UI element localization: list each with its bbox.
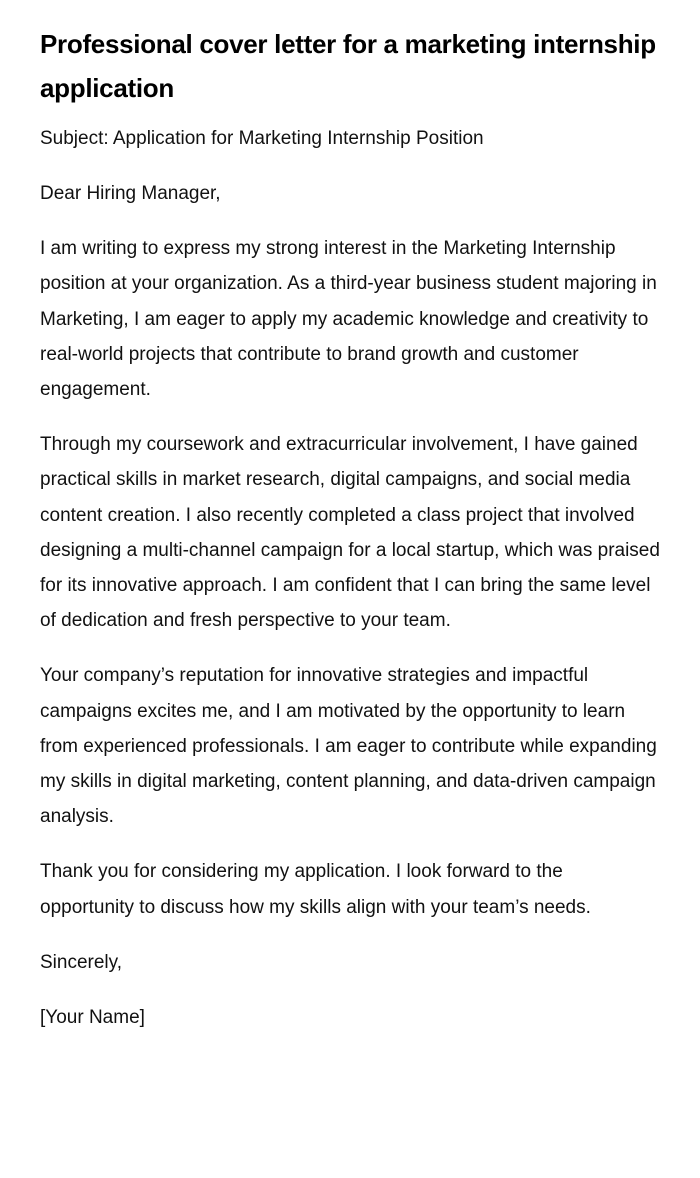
subject-line: Subject: Application for Marketing Internship Position	[40, 128, 484, 149]
body-paragraph-motivation: Your company’s reputation for innovative strategies and impactful campaigns excites me, and I am motivated by the opportunity to learn from experienced professionals. I am eager to contribute while expanding my skills in digital marketing, content planning, and data-driven campaign analysis.	[40, 665, 657, 828]
document-title: Professional cover letter for a marketing internship application	[40, 29, 656, 103]
signature-placeholder: [Your Name]	[40, 1007, 145, 1029]
closing: Sincerely,	[40, 951, 123, 973]
salutation: Dear Hiring Manager,	[40, 183, 221, 204]
body-paragraph-intro: I am writing to express my strong interest in the Marketing Internship position at your organization. As a third-year business student majoring in Marketing, I am eager to apply my academic knowledge and creativity to real-world projects that contribute to brand growth and customer engagement.	[40, 238, 657, 401]
body-paragraph-thanks: Thank you for considering my application. I look forward to the opportunity to discuss how my skills align with your team’s needs.	[40, 861, 591, 918]
body-paragraph-skills: Through my coursework and extracurricular involvement, I have gained practical skills in market research, digital campaigns, and social media content creation. I also recently completed a class project that involved designing a multi-channel campaign for a local startup, which was praised for its innovative approach. I am confident that I can bring the same level of dedication and fresh perspective to your team.	[40, 434, 660, 632]
